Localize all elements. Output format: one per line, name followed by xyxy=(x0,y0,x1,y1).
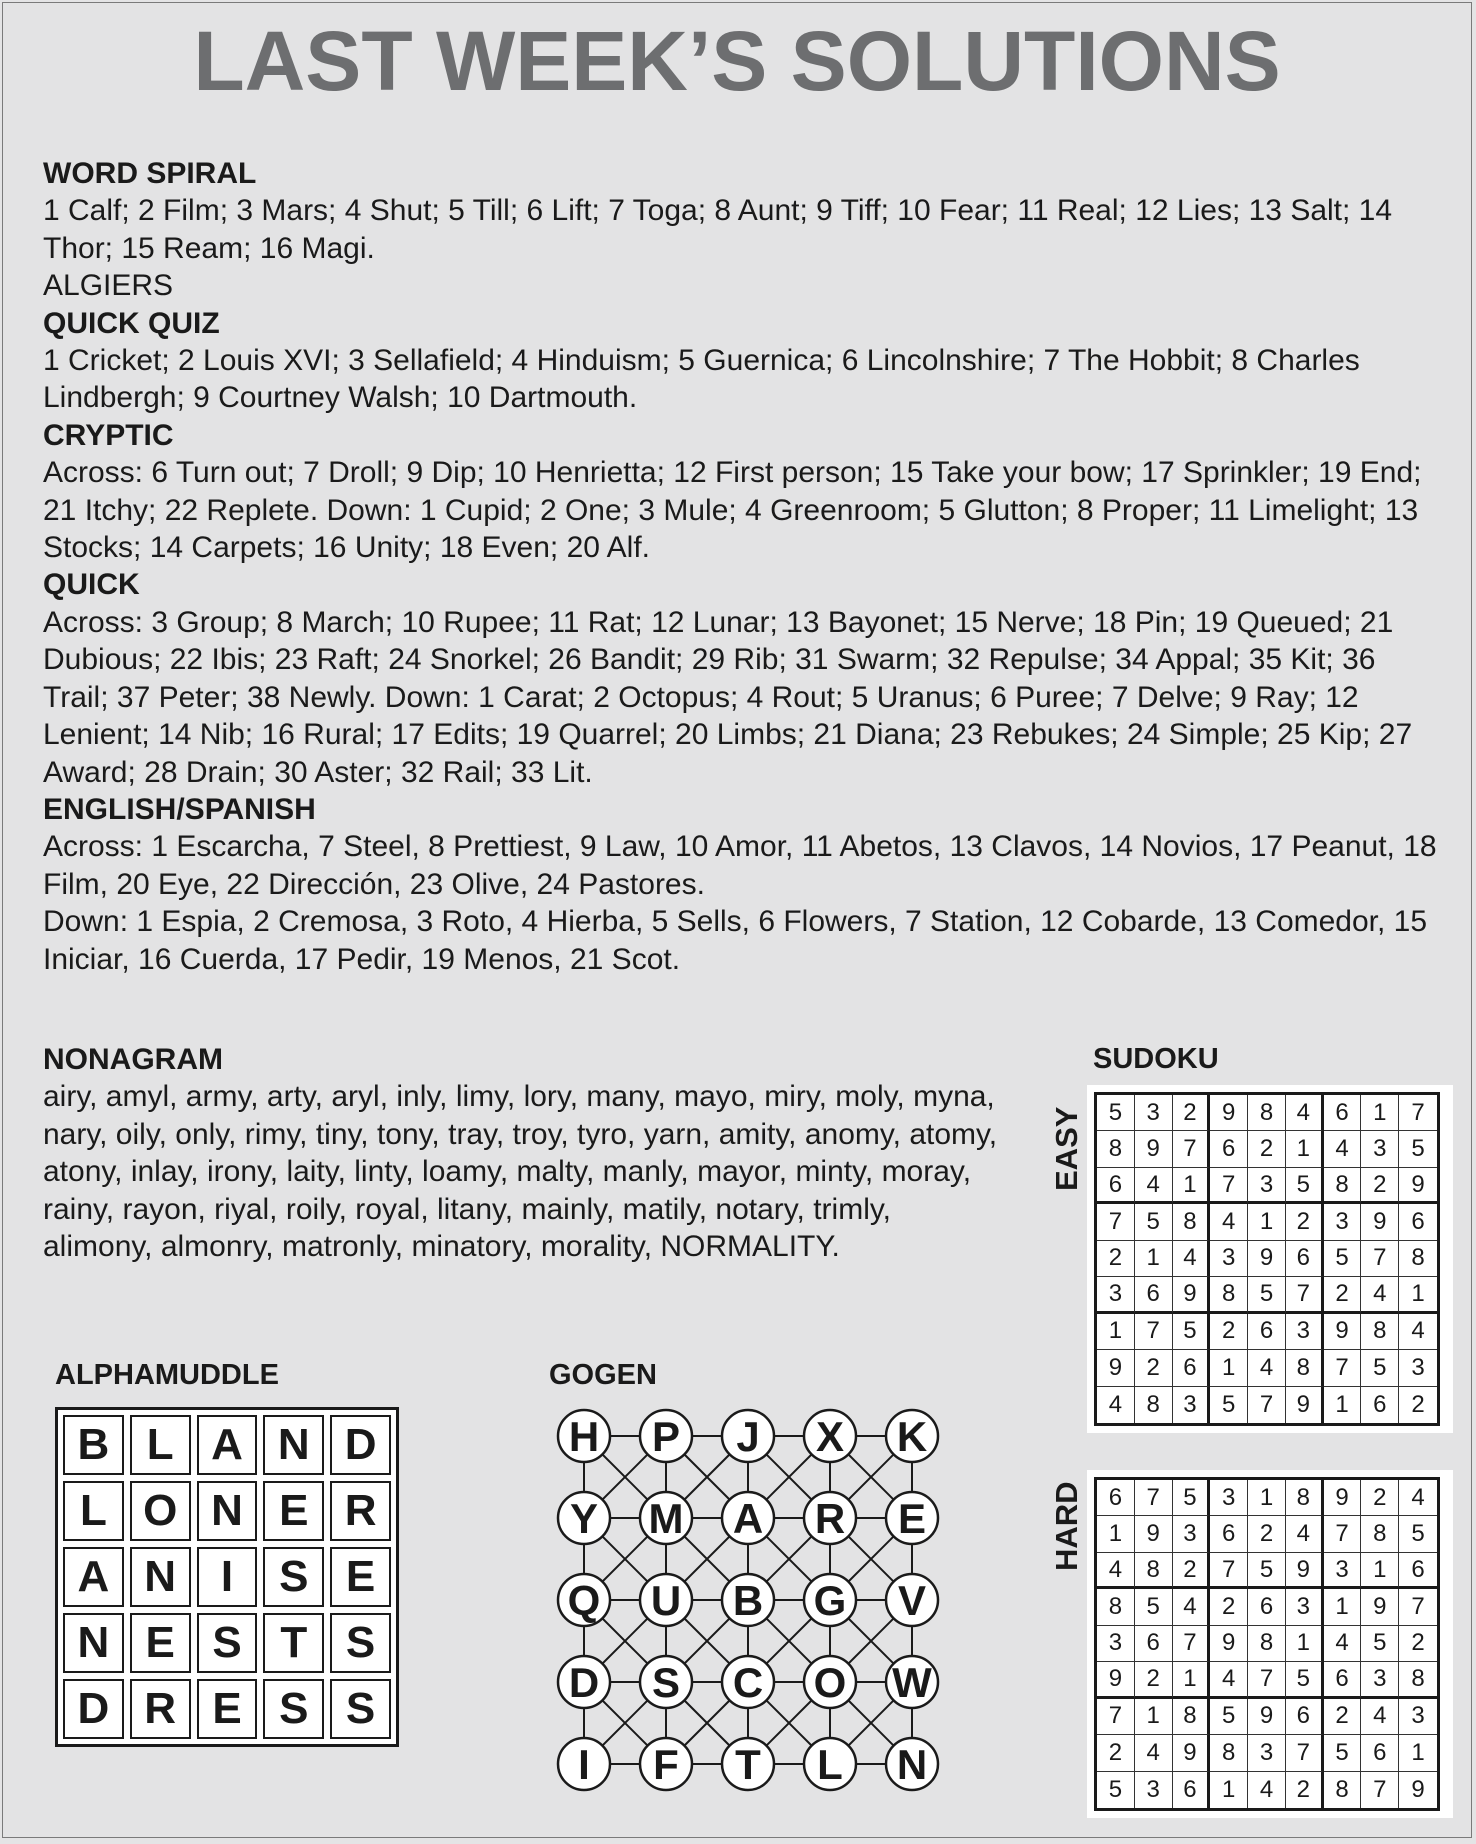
alphamuddle-cell: E xyxy=(130,1613,191,1673)
sudoku-cell: 7 xyxy=(1135,1314,1173,1350)
sudoku-cell: 3 xyxy=(1135,1772,1173,1808)
sudoku-cell: 3 xyxy=(1210,1480,1248,1516)
sudoku-cell: 7 xyxy=(1097,1204,1135,1240)
alphamuddle-cell: D xyxy=(330,1415,391,1475)
sudoku-cell: 3 xyxy=(1324,1204,1362,1240)
sudoku-cell: 2 xyxy=(1173,1553,1211,1589)
sudoku-cell: 8 xyxy=(1210,1735,1248,1771)
sudoku-cell: 9 xyxy=(1248,1241,1286,1277)
gogen-letter: X xyxy=(815,1413,845,1460)
sudoku-cell: 2 xyxy=(1097,1735,1135,1771)
sudoku-cell: 9 xyxy=(1324,1480,1362,1516)
sudoku-cell: 5 xyxy=(1173,1480,1211,1516)
gogen-letter: E xyxy=(897,1495,927,1542)
sudoku-cell: 6 xyxy=(1097,1480,1135,1516)
sudoku-cell: 9 xyxy=(1286,1553,1324,1589)
sudoku-cell: 7 xyxy=(1286,1735,1324,1771)
sudoku-hard-label: HARD xyxy=(1049,1481,1084,1571)
sudoku-cell: 4 xyxy=(1173,1241,1211,1277)
sudoku-cell: 1 xyxy=(1248,1480,1286,1516)
sudoku-cell: 5 xyxy=(1097,1095,1135,1131)
gogen-letter: G xyxy=(813,1577,847,1624)
sudoku-cell: 5 xyxy=(1324,1241,1362,1277)
alphamuddle-cell: L xyxy=(130,1415,191,1475)
sudoku-cell: 3 xyxy=(1097,1277,1135,1313)
sudoku-hard xyxy=(1087,1470,1453,1818)
alphamuddle-cell: N xyxy=(63,1613,124,1673)
gogen-letter: T xyxy=(735,1741,761,1788)
sudoku-cell: 4 xyxy=(1324,1131,1362,1167)
sudoku-cell: 4 xyxy=(1324,1626,1362,1662)
sudoku-cell: 6 xyxy=(1399,1204,1437,1240)
gogen-letter: Y xyxy=(569,1495,599,1542)
sudoku-cell: 7 xyxy=(1286,1277,1324,1313)
alphamuddle-cell: N xyxy=(263,1415,324,1475)
sudoku-cell: 6 xyxy=(1361,1387,1399,1423)
sudoku-cell: 4 xyxy=(1399,1480,1437,1516)
sudoku-cell: 8 xyxy=(1399,1662,1437,1698)
sudoku-easy xyxy=(1087,1085,1453,1433)
sudoku-cell: 4 xyxy=(1286,1516,1324,1552)
sudoku-cell: 7 xyxy=(1248,1387,1286,1423)
sudoku-cell: 1 xyxy=(1399,1735,1437,1771)
sudoku-cell: 3 xyxy=(1324,1553,1362,1589)
gogen-letter: F xyxy=(653,1741,679,1788)
sudoku-cell: 8 xyxy=(1097,1131,1135,1167)
sudoku-cell: 7 xyxy=(1210,1168,1248,1204)
sudoku-cell: 9 xyxy=(1361,1589,1399,1625)
gogen-letter: A xyxy=(732,1495,764,1542)
sudoku-cell: 7 xyxy=(1135,1480,1173,1516)
sudoku-cell: 5 xyxy=(1248,1277,1286,1313)
section-word-spiral xyxy=(43,155,1443,305)
sudoku-cell: 6 xyxy=(1210,1131,1248,1167)
section-heading: CRYPTIC xyxy=(43,418,174,452)
section-text: airy, amyl, army, arty, aryl, inly, limy, lory, many, mayo, miry, moly, myna, nary, oily, only, rimy, tiny, tony, tray, troy, tyro, yarn, amity, anomy, atomy, atony, inlay, irony, laity, linty, loamy, malty, manly, mayor, minty, moray, rainy, rayon, riyal, roily, royal, litany, mainly, matily, notary, trimly, alimony, almonry, matronly, minatory, morality, NORMALITY. xyxy=(43,1080,998,1264)
sudoku-cell: 7 xyxy=(1399,1589,1437,1625)
sudoku-cell: 5 xyxy=(1210,1699,1248,1735)
sudoku-cell: 5 xyxy=(1399,1516,1437,1552)
sudoku-cell: 4 xyxy=(1286,1095,1324,1131)
sudoku-cell: 5 xyxy=(1173,1314,1211,1350)
sudoku-cell: 9 xyxy=(1173,1277,1211,1313)
sudoku-cell: 2 xyxy=(1135,1350,1173,1386)
alphamuddle-cell: N xyxy=(197,1481,258,1541)
sudoku-cell: 4 xyxy=(1135,1735,1173,1771)
sudoku-cell: 7 xyxy=(1173,1626,1211,1662)
section-heading: ENGLISH/SPANISH xyxy=(43,792,316,826)
sudoku-cell: 7 xyxy=(1324,1350,1362,1386)
sudoku-cell: 5 xyxy=(1286,1168,1324,1204)
sudoku-cell: 7 xyxy=(1361,1772,1399,1808)
sudoku-cell: 1 xyxy=(1173,1662,1211,1698)
section-english-spanish xyxy=(43,791,1443,978)
section-heading: QUICK xyxy=(43,568,140,602)
gogen-letter: V xyxy=(897,1577,927,1624)
sudoku-cell: 5 xyxy=(1361,1350,1399,1386)
sudoku-cell: 9 xyxy=(1411,1775,1425,1803)
sudoku-cell: 5 xyxy=(1248,1553,1286,1589)
sudoku-cell: 2 xyxy=(1210,1314,1248,1350)
sudoku-cell: 2 xyxy=(1286,1772,1324,1808)
sudoku-cell: 8 xyxy=(1097,1589,1135,1625)
sudoku-cell: 4 xyxy=(1097,1553,1135,1589)
gogen-letter: C xyxy=(732,1659,764,1706)
sudoku-cell: 2 xyxy=(1097,1241,1135,1277)
gogen-letter: D xyxy=(568,1659,600,1706)
section-text: Across: 1 Escarcha, 7 Steel, 8 Prettiest, 9 Law, 10 Amor, 11 Abetos, 13 Clavos, 14 Novios, 17 Peanut, 18 Film, 20 Eye, 22 Dirección, 23 Olive, 24 Pastores. xyxy=(43,830,1437,901)
sudoku-cell: 8 xyxy=(1173,1204,1211,1240)
section-text: 1 Calf; 2 Film; 3 Mars; 4 Shut; 5 Till; 6 Lift; 7 Toga; 8 Aunt; 9 Tiff; 10 Fear; 11 Real; 12 Lies; 13 Salt; 14 Thor; 15 Ream; 16 Magi. xyxy=(43,194,1393,265)
sudoku-cell: 8 xyxy=(1399,1241,1437,1277)
section-heading: QUICK QUIZ xyxy=(43,306,220,340)
sudoku-cell: 6 xyxy=(1286,1241,1324,1277)
sudoku-cell: 4 xyxy=(1173,1589,1211,1625)
solutions-page xyxy=(2,2,1472,1838)
sudoku-cell: 6 xyxy=(1324,1662,1362,1698)
section-quick xyxy=(43,566,1443,790)
sudoku-cell: 2 xyxy=(1210,1589,1248,1625)
alphamuddle-cell: D xyxy=(63,1679,124,1739)
alphamuddle-cell: O xyxy=(130,1481,191,1541)
alphamuddle-cell: E xyxy=(263,1481,324,1541)
sudoku-cell: 2 xyxy=(1135,1662,1173,1698)
sudoku-cell: 6 xyxy=(1135,1277,1173,1313)
section-text: 1 Cricket; 2 Louis XVI; 3 Sellafield; 4 Hinduism; 5 Guernica; 6 Lincolnshire; 7 The Hobbit; 8 Charles Lindbergh; 9 Courtney Walsh; 10 Dartmouth. xyxy=(43,344,1360,415)
sudoku-cell: 1 xyxy=(1173,1168,1211,1204)
sudoku-cell: 8 xyxy=(1286,1480,1324,1516)
sudoku-cell: 1 xyxy=(1361,1553,1399,1589)
alphamuddle-cell: E xyxy=(330,1547,391,1607)
gogen-letter: L xyxy=(817,1741,843,1788)
alphamuddle-cell: S xyxy=(197,1613,258,1673)
alphamuddle-cell: R xyxy=(130,1679,191,1739)
gogen-letter: P xyxy=(651,1413,681,1460)
sudoku-cell: 6 xyxy=(1135,1626,1173,1662)
sudoku-cell: 7 xyxy=(1173,1131,1211,1167)
sudoku-cell: 7 xyxy=(1361,1241,1399,1277)
sudoku-cell: 5 xyxy=(1135,1589,1173,1625)
alphamuddle-cell: A xyxy=(197,1415,258,1475)
sudoku-cell: 1 xyxy=(1135,1241,1173,1277)
sudoku-cell: 2 xyxy=(1173,1095,1211,1131)
sudoku-cell: 4 xyxy=(1210,1662,1248,1698)
sudoku-cell: 8 xyxy=(1324,1168,1362,1204)
sudoku-cell: 4 xyxy=(1135,1168,1173,1204)
sudoku-cell: 2 xyxy=(1324,1277,1362,1313)
sudoku-cell: 5 xyxy=(1135,1204,1173,1240)
sudoku-cell: 2 xyxy=(1286,1204,1324,1240)
sudoku-cell: 7 xyxy=(1248,1662,1286,1698)
sudoku-easy-grid xyxy=(1094,1092,1440,1426)
solutions-text-block xyxy=(43,155,1443,978)
sudoku-cell: 3 xyxy=(1097,1626,1135,1662)
sudoku-cell: 5 xyxy=(1097,1772,1135,1808)
sudoku-cell: 9 xyxy=(1097,1662,1135,1698)
section-text: Across: 6 Turn out; 7 Droll; 9 Dip; 10 Henrietta; 12 First person; 15 Take your bow; 17 Sprinkler; 19 End; 21 Itchy; 22 Replete. Down: 1 Cupid; 2 One; 3 Mule; 4 Greenroom; 5 Glutton; 8 Proper; 11 Limelight; 13 Stocks; 14 Carpets; 16 Unity; 18 Even; 20 Alf. xyxy=(43,456,1422,565)
alphamuddle-cell: I xyxy=(197,1547,258,1607)
sudoku-cell: 9 xyxy=(1173,1735,1211,1771)
sudoku-cell: 3 xyxy=(1399,1350,1437,1386)
alphamuddle-cell: S xyxy=(263,1679,324,1739)
sudoku-cell: 1 xyxy=(1286,1131,1324,1167)
sudoku-cell: 3 xyxy=(1135,1095,1173,1131)
sudoku-cell: 1 xyxy=(1361,1095,1399,1131)
sudoku-cell: 1 xyxy=(1324,1387,1362,1423)
sudoku-cell: 9 xyxy=(1210,1095,1248,1131)
sudoku-cell: 8 xyxy=(1248,1095,1286,1131)
alphamuddle-cell: S xyxy=(330,1679,391,1739)
gogen-letter: M xyxy=(648,1495,684,1542)
sudoku-cell: 3 xyxy=(1248,1735,1286,1771)
sudoku-cell: 8 xyxy=(1173,1699,1211,1735)
gogen-letter: Q xyxy=(567,1577,601,1624)
sudoku-cell: 1 xyxy=(1248,1204,1286,1240)
section-extra: Down: 1 Espia, 2 Cremosa, 3 Roto, 4 Hierba, 5 Sells, 6 Flowers, 7 Station, 12 Cobarde, 13 Comedor, 15 Iniciar, 16 Cuerda, 17 Pedir, 19 Menos, 21 Scot. xyxy=(43,905,1428,976)
gogen-letter: O xyxy=(813,1659,847,1706)
gogen-letter: I xyxy=(578,1741,590,1788)
sudoku-cell: 9 xyxy=(1361,1204,1399,1240)
sudoku-cell: 9 xyxy=(1399,1168,1437,1204)
section-cryptic xyxy=(43,417,1443,567)
gogen-letter: J xyxy=(736,1413,760,1460)
sudoku-cell: 6 xyxy=(1210,1516,1248,1552)
sudoku-cell: 2 xyxy=(1324,1699,1362,1735)
sudoku-cell: 3 xyxy=(1286,1314,1324,1350)
sudoku-cell: 4 xyxy=(1097,1387,1135,1423)
alphamuddle-cell: T xyxy=(263,1613,324,1673)
sudoku-cell: 3 xyxy=(1210,1241,1248,1277)
sudoku-cell: 4 xyxy=(1248,1350,1286,1386)
sudoku-cell: 1 xyxy=(1399,1277,1437,1313)
alphamuddle-cell: A xyxy=(63,1547,124,1607)
sudoku-cell: 6 xyxy=(1173,1350,1211,1386)
sudoku-cell: 1 xyxy=(1097,1516,1135,1552)
sudoku-cell: 2 xyxy=(1399,1626,1437,1662)
alphamuddle-cell: E xyxy=(197,1679,258,1739)
sudoku-cell: 5 xyxy=(1399,1131,1437,1167)
gogen-letter: U xyxy=(650,1577,682,1624)
sudoku-cell: 9 xyxy=(1324,1314,1362,1350)
sudoku-cell: 8 xyxy=(1324,1772,1362,1808)
sudoku-cell: 4 xyxy=(1361,1699,1399,1735)
sudoku-cell: 3 xyxy=(1173,1516,1211,1552)
sudoku-cell: 6 xyxy=(1173,1772,1211,1808)
sudoku-cell: 5 xyxy=(1324,1735,1362,1771)
sudoku-hard-grid xyxy=(1094,1477,1440,1811)
gogen-letter: N xyxy=(896,1741,928,1788)
sudoku-cell: 7 xyxy=(1210,1553,1248,1589)
gogen-letter: K xyxy=(896,1413,928,1460)
sudoku-cell: 6 xyxy=(1248,1589,1286,1625)
sudoku-cell: 6 xyxy=(1399,1553,1437,1589)
sudoku-cell: 2 xyxy=(1411,1390,1425,1418)
sudoku-cell: 1 xyxy=(1210,1350,1248,1386)
sudoku-cell: 4 xyxy=(1210,1204,1248,1240)
sudoku-cell: 8 xyxy=(1361,1516,1399,1552)
sudoku-cell: 5 xyxy=(1361,1626,1399,1662)
alphamuddle-cell: B xyxy=(63,1415,124,1475)
sudoku-cell: 9 xyxy=(1135,1131,1173,1167)
section-nonagram xyxy=(43,1041,1003,1265)
sudoku-cell: 3 xyxy=(1399,1699,1437,1735)
sudoku-cell: 3 xyxy=(1173,1387,1211,1423)
sudoku-cell: 2 xyxy=(1248,1516,1286,1552)
section-heading: WORD SPIRAL xyxy=(43,157,257,190)
sudoku-cell: 8 xyxy=(1286,1350,1324,1386)
sudoku-cell: 2 xyxy=(1361,1168,1399,1204)
sudoku-easy-label: EASY xyxy=(1049,1106,1084,1191)
sudoku-cell: 6 xyxy=(1248,1314,1286,1350)
sudoku-cell: 3 xyxy=(1361,1131,1399,1167)
section-quick-quiz xyxy=(43,305,1443,417)
sudoku-cell: 8 xyxy=(1248,1626,1286,1662)
sudoku-cell: 2 xyxy=(1248,1131,1286,1167)
sudoku-cell: 8 xyxy=(1135,1553,1173,1589)
sudoku-cell: 8 xyxy=(1135,1387,1173,1423)
sudoku-cell: 5 xyxy=(1210,1387,1248,1423)
sudoku-cell: 7 xyxy=(1097,1699,1135,1735)
section-text: Across: 3 Group; 8 March; 10 Rupee; 11 Rat; 12 Lunar; 13 Bayonet; 15 Nerve; 18 Pin; 19 Queued; 21 Dubious; 22 Ibis; 23 Raft; 24 Snorkel; 26 Bandit; 29 Rib; 31 Swarm; 32 Repulse; 34 Appal; 35 Kit; 36 Trail; 37 Peter; 38 Newly. Down: 1 Carat; 2 Octopus; 4 Rout; 5 Uranus; 6 Puree; 7 Delve; 9 Ray; 12 Lenient; 14 Nib; 16 Rural; 17 Edits; 19 Quarrel; 20 Limbs; 21 Diana; 23 Rebukes; 24 Simple; 25 Kip; 27 Award; 28 Drain; 30 Aster; 32 Rail; 33 Lit. xyxy=(43,605,1413,789)
sudoku-cell: 9 xyxy=(1286,1387,1324,1423)
sudoku-cell: 5 xyxy=(1286,1662,1324,1698)
sudoku-cell: 9 xyxy=(1097,1350,1135,1386)
sudoku-cell: 3 xyxy=(1361,1662,1399,1698)
sudoku-cell: 6 xyxy=(1361,1735,1399,1771)
sudoku-cell: 9 xyxy=(1210,1626,1248,1662)
alphamuddle-cell: S xyxy=(263,1547,324,1607)
alphamuddle-cell: R xyxy=(330,1481,391,1541)
alphamuddle-cell: N xyxy=(130,1547,191,1607)
sudoku-cell: 1 xyxy=(1286,1626,1324,1662)
sudoku-cell: 2 xyxy=(1361,1480,1399,1516)
section-heading: NONAGRAM xyxy=(43,1043,223,1076)
sudoku-cell: 3 xyxy=(1248,1168,1286,1204)
sudoku-cell: 7 xyxy=(1324,1516,1362,1552)
sudoku-cell: 1 xyxy=(1135,1699,1173,1735)
gogen-heading: GOGEN xyxy=(549,1359,657,1391)
gogen-letter: S xyxy=(651,1659,681,1706)
sudoku-cell: 1 xyxy=(1324,1589,1362,1625)
sudoku-cell: 4 xyxy=(1399,1314,1437,1350)
sudoku-cell: 8 xyxy=(1210,1277,1248,1313)
gogen-letter: R xyxy=(814,1495,846,1542)
sudoku-cell: 6 xyxy=(1286,1699,1324,1735)
sudoku-cell: 6 xyxy=(1324,1095,1362,1131)
section-extra: ALGIERS xyxy=(43,269,174,303)
sudoku-cell: 9 xyxy=(1248,1699,1286,1735)
alphamuddle-cell: S xyxy=(330,1613,391,1673)
sudoku-cell: 1 xyxy=(1210,1772,1248,1808)
page-title: LAST WEEK’S SOLUTIONS xyxy=(193,14,1281,108)
gogen-letter: B xyxy=(732,1577,764,1624)
sudoku-cell: 8 xyxy=(1361,1314,1399,1350)
sudoku-cell: 7 xyxy=(1399,1095,1437,1131)
alphamuddle-heading: ALPHAMUDDLE xyxy=(55,1359,279,1391)
gogen-letter: H xyxy=(568,1413,600,1460)
sudoku-cell: 3 xyxy=(1286,1589,1324,1625)
sudoku-heading: SUDOKU xyxy=(1093,1043,1219,1075)
sudoku-cell: 4 xyxy=(1248,1772,1286,1808)
alphamuddle-grid xyxy=(55,1407,399,1747)
gogen-grid xyxy=(551,1403,961,1813)
sudoku-cell: 4 xyxy=(1361,1277,1399,1313)
sudoku-cell: 1 xyxy=(1097,1314,1135,1350)
sudoku-cell: 9 xyxy=(1135,1516,1173,1552)
alphamuddle-cell: L xyxy=(63,1481,124,1541)
gogen-letter: W xyxy=(892,1659,932,1706)
sudoku-cell: 6 xyxy=(1097,1168,1135,1204)
